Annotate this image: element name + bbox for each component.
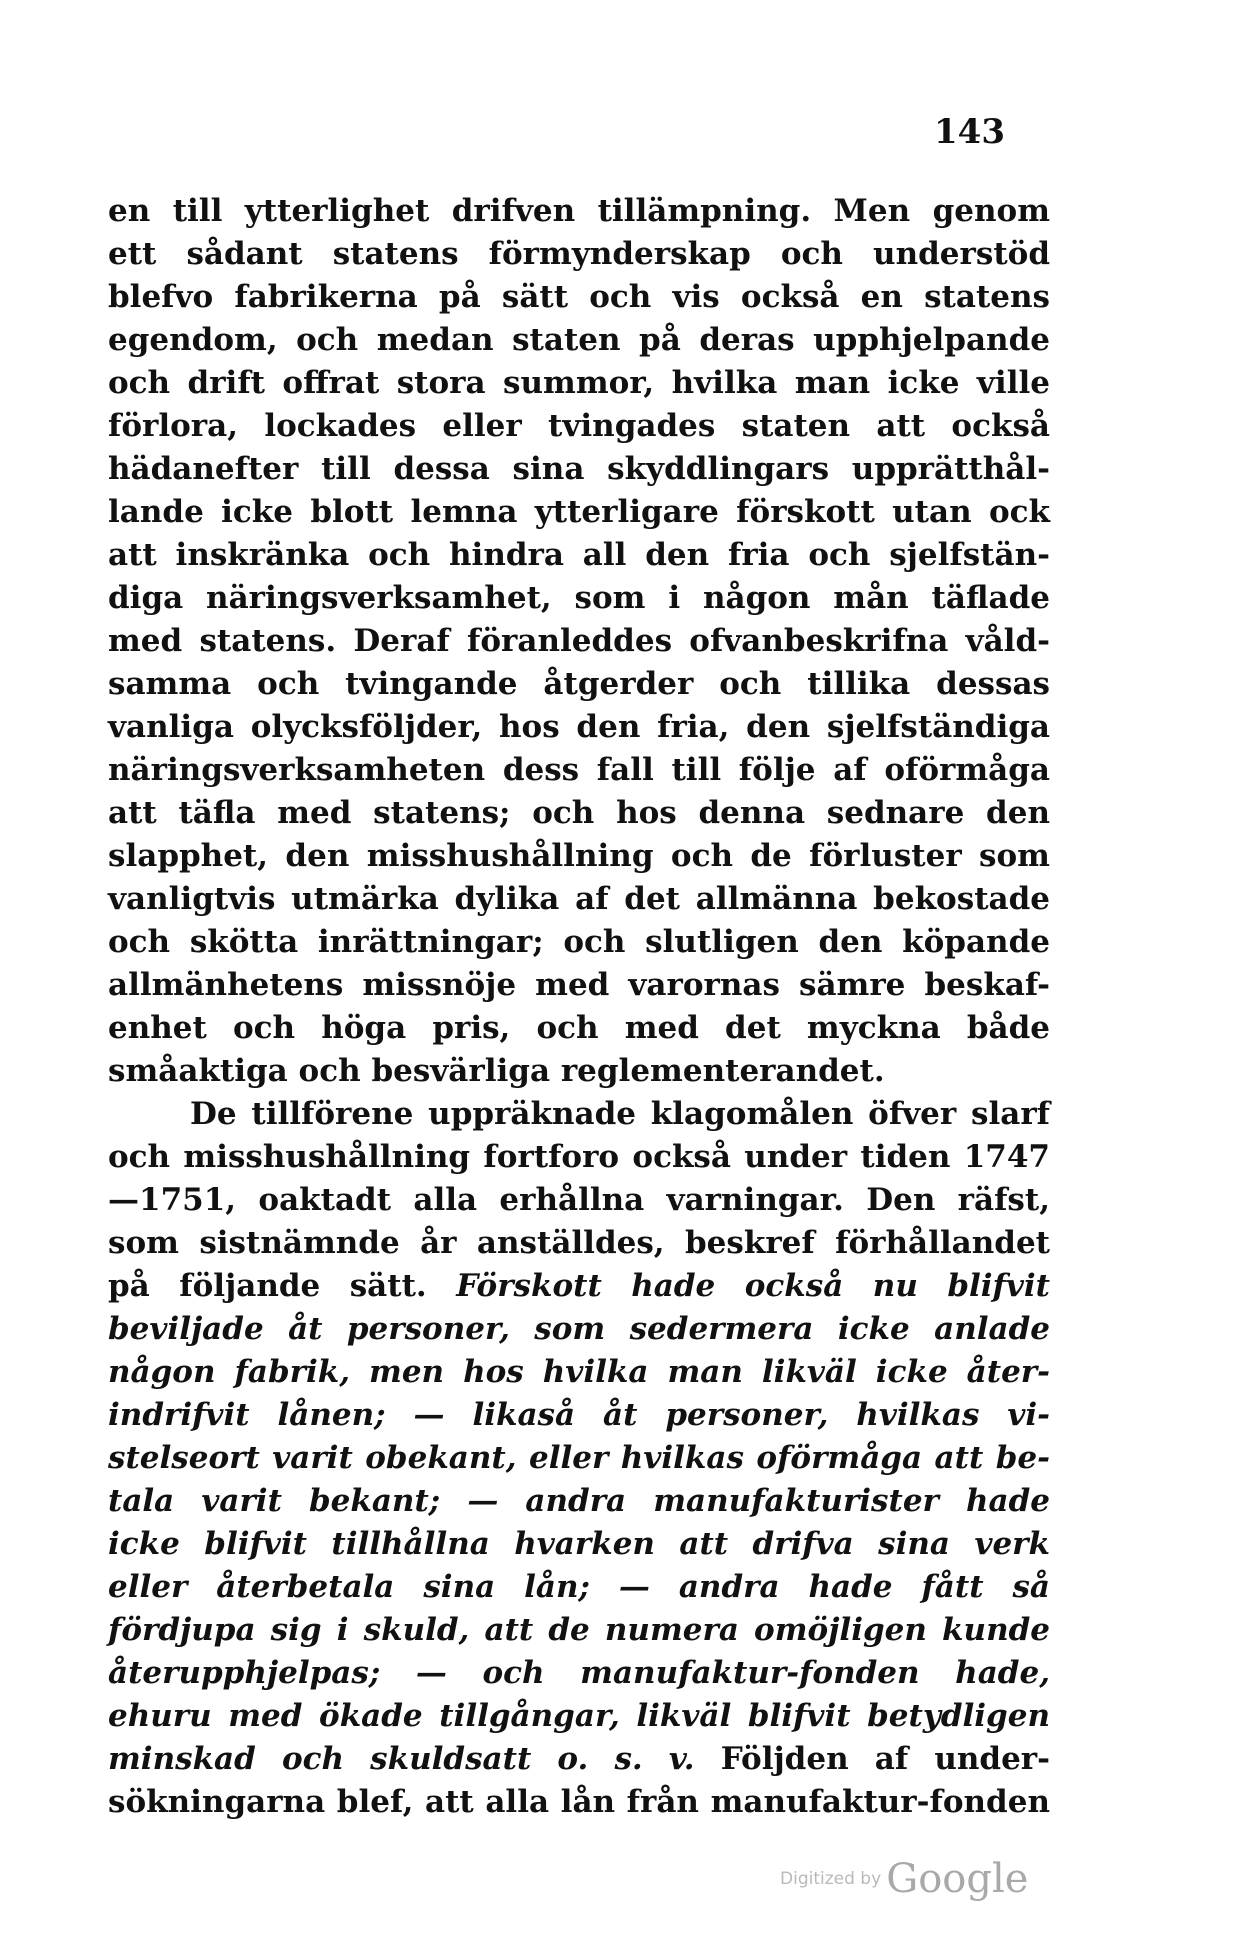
text-line-roman: diga näringsverksamhet, som i någon mån täflade <box>108 580 1050 616</box>
text-line-roman: ett sådant statens förmynderskap och understöd <box>108 236 1050 272</box>
text-line-italic: eller återbetala sina lån; — andra hade fått så <box>108 1569 1050 1605</box>
watermark-prefix: Digitized by <box>780 1869 882 1889</box>
text-line-roman: De tillförene uppräknade klagomålen öfver slarf <box>190 1096 1050 1132</box>
text-line <box>108 1351 1050 1394</box>
text-line-roman: Följden af under- <box>720 1741 1050 1777</box>
text-line-roman: och drift offrat stora summor, hvilka man icke ville <box>108 365 1050 401</box>
text-line-italic: stelseort varit obekant, eller hvilkas oförmåga att be- <box>108 1440 1050 1476</box>
text-line <box>108 878 1050 921</box>
text-line-roman: allmänhetens missnöje med varornas sämre beskaf- <box>108 967 1050 1003</box>
text-line <box>108 1523 1050 1566</box>
body-text <box>108 190 1050 1824</box>
text-line <box>108 1781 1050 1824</box>
text-line-roman: —1751, oaktadt alla erhållna varningar. Den räfst, <box>108 1182 1050 1218</box>
text-line <box>108 233 1050 276</box>
text-line <box>108 1394 1050 1437</box>
text-line-roman: vanligtvis utmärka dylika af det allmänna bekostade <box>108 881 1050 917</box>
text-line <box>108 1437 1050 1480</box>
text-line-italic: återupphjelpas; — och manufaktur-fonden hade, <box>108 1655 1050 1691</box>
text-line <box>108 921 1050 964</box>
text-line <box>108 1179 1050 1222</box>
text-line <box>108 1480 1050 1523</box>
text-line-roman: hädanefter till dessa sina skyddlingars upprätthål- <box>108 451 1050 487</box>
text-line-roman: samma och tvingande åtgerder och tillika dessas <box>108 666 1050 702</box>
text-line <box>108 1136 1050 1179</box>
text-line <box>108 577 1050 620</box>
text-line <box>108 1609 1050 1652</box>
digitized-by-google-watermark <box>780 1856 1028 1902</box>
text-line <box>108 362 1050 405</box>
text-line-roman: blefvo fabrikerna på sätt och vis också en statens <box>108 279 1050 315</box>
text-line <box>108 1050 1050 1093</box>
text-line <box>108 792 1050 835</box>
text-line <box>108 1738 1050 1781</box>
text-line <box>108 1222 1050 1265</box>
text-line <box>108 835 1050 878</box>
text-line <box>108 1007 1050 1050</box>
text-line <box>108 1652 1050 1695</box>
text-line-roman: att täfla med statens; och hos denna sednare den <box>108 795 1050 831</box>
page-number: 143 <box>934 112 1005 152</box>
text-line <box>108 749 1050 792</box>
text-line-roman: förlora, lockades eller tvingades staten att också <box>108 408 1050 444</box>
text-line <box>108 1566 1050 1609</box>
text-line <box>108 706 1050 749</box>
text-line-italic: indrifvit lånen; — likaså åt personer, hvilkas vi- <box>108 1397 1050 1433</box>
text-line-italic: ehuru med ökade tillgångar, likväl blifvit betydligen <box>108 1698 1050 1734</box>
text-line <box>108 1265 1050 1308</box>
text-line-roman: egendom, och medan staten på deras upphjelpande <box>108 322 1050 358</box>
text-line-roman: småaktiga och besvärliga reglementerandet. <box>108 1053 885 1089</box>
text-line-roman: sökningarna blef, att alla lån från manufaktur-fonden <box>108 1784 1050 1820</box>
text-line-roman: enhet och höga pris, och med det myckna både <box>108 1010 1050 1046</box>
text-line <box>108 1695 1050 1738</box>
text-line-roman: en till ytterlighet drifven tillämpning. Men genom <box>108 193 1050 229</box>
google-logo: Google <box>886 1856 1029 1902</box>
text-line-italic: fördjupa sig i skuld, att de numera omöjligen kunde <box>108 1612 1050 1648</box>
text-line-roman: slapphet, den misshushållning och de förluster som <box>108 838 1050 874</box>
text-line <box>108 1093 1050 1136</box>
text-line <box>108 534 1050 577</box>
text-line-italic: tala varit bekant; — andra manufakturister hade <box>108 1483 1050 1519</box>
text-line <box>108 491 1050 534</box>
text-line-roman: som sistnämnde år anställdes, beskref förhållandet <box>108 1225 1050 1261</box>
text-line <box>108 663 1050 706</box>
text-line <box>108 620 1050 663</box>
text-line-roman: och misshushållning fortforo också under tiden 1747 <box>108 1139 1050 1175</box>
text-line <box>108 405 1050 448</box>
text-line-italic: minskad och skuldsatt o. s. v. <box>108 1741 695 1777</box>
text-line <box>108 190 1050 233</box>
text-line-roman: med statens. Deraf föranleddes ofvanbeskrifna våld- <box>108 623 1050 659</box>
text-line-italic: Förskott hade också nu blifvit <box>456 1268 1051 1304</box>
text-line-roman: att inskränka och hindra all den fria och sjelfstän- <box>108 537 1050 573</box>
text-line <box>108 448 1050 491</box>
text-line <box>108 276 1050 319</box>
text-line-roman: vanliga olycksföljder, hos den fria, den sjelfständiga <box>108 709 1050 745</box>
text-line-italic: någon fabrik, men hos hvilka man likväl icke åter- <box>108 1354 1050 1390</box>
text-line-roman: lande icke blott lemna ytterligare förskott utan ock <box>108 494 1050 530</box>
text-line <box>108 964 1050 1007</box>
text-line-italic: beviljade åt personer, som sedermera icke anlade <box>108 1311 1050 1347</box>
text-line-roman: på följande sätt. <box>108 1268 427 1304</box>
text-line-roman: näringsverksamheten dess fall till följe af oförmåga <box>108 752 1050 788</box>
text-line <box>108 1308 1050 1351</box>
text-line-roman: och skötta inrättningar; och slutligen den köpande <box>108 924 1050 960</box>
text-line <box>108 319 1050 362</box>
text-line-italic: icke blifvit tillhållna hvarken att drifva sina verk <box>108 1526 1050 1562</box>
